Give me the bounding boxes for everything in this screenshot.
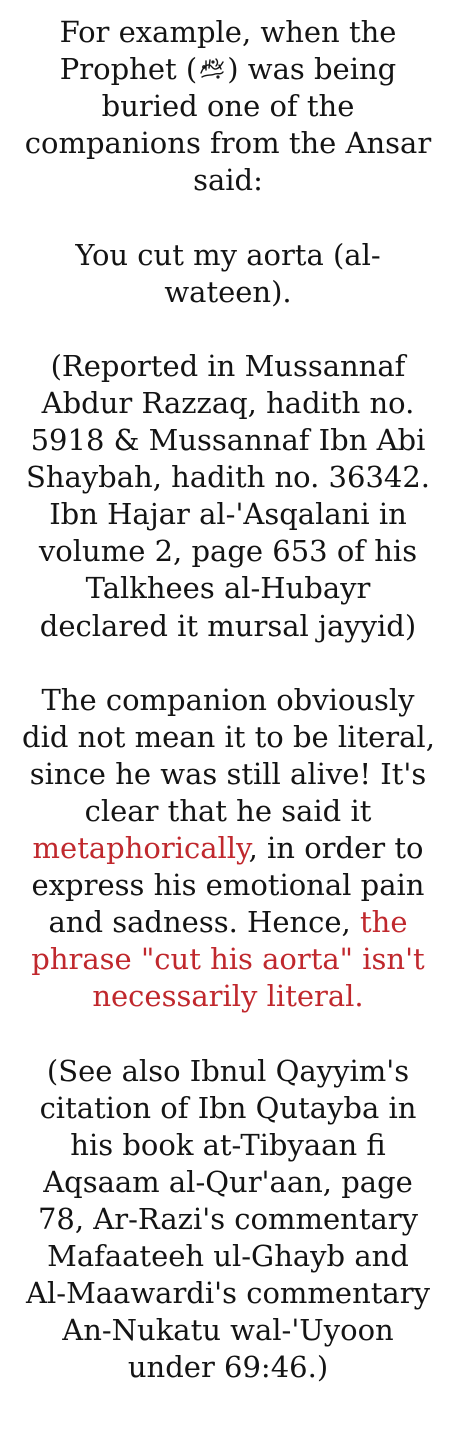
text-line: 5918 & Mussannaf Ibn Abi <box>30 423 426 458</box>
text-line: 78, Ar-Razi's commentary <box>37 1202 419 1236</box>
text-line: Abdur Razzaq, hadith no. <box>41 385 415 420</box>
highlighted-text: metaphorically <box>32 831 249 866</box>
text-line: Aqsaam al-Qur'aan, page <box>43 1164 413 1199</box>
highlighted-text: necessarily literal. <box>92 979 364 1014</box>
text-line: companions from the Ansar <box>24 126 432 161</box>
salawat-calligraphy-icon <box>197 53 227 83</box>
text-line: Shaybah, hadith no. 36342. <box>25 460 431 495</box>
text-line: since he was still alive! It's <box>29 756 427 791</box>
text-line: You cut my aorta (al- <box>75 237 381 272</box>
text-line: under 69:46.) <box>127 1350 329 1385</box>
text-line: Talkhees al-Hubayr <box>85 571 371 606</box>
text-fragment: and sadness. Hence, <box>48 905 360 940</box>
highlighted-text: phrase "cut his aorta" isn't <box>31 942 425 977</box>
text-line: declared it mursal jayyid) <box>39 608 417 643</box>
text-line <box>22 904 434 941</box>
text-line <box>22 830 434 867</box>
text-line: clear that he said it <box>84 793 372 828</box>
highlighted-text: the <box>360 905 408 940</box>
text-line: Mafaateeh ul-Ghayb and <box>47 1239 409 1274</box>
text-line: buried one of the <box>101 89 355 124</box>
text-line: For example, when the <box>59 15 397 49</box>
text-fragment: Prophet ( <box>59 52 198 87</box>
paragraph-quote <box>22 237 434 311</box>
text-line: The companion obviously <box>41 682 415 717</box>
text-line: express his emotional pain <box>31 868 425 903</box>
text-line: (Reported in Mussannaf <box>50 348 406 383</box>
text-line: citation of Ibn Qutayba in <box>39 1090 417 1125</box>
text-line: volume 2, page 653 of his <box>38 534 418 569</box>
text-line: An-Nukatu wal-'Uyoon <box>62 1313 394 1348</box>
text-fragment: , in order to <box>248 831 424 866</box>
paragraph-intro <box>22 14 434 199</box>
text-line: his book at-Tibyaan fi <box>70 1127 386 1162</box>
text-line: wateen). <box>164 274 292 309</box>
paragraph-reference <box>22 348 434 645</box>
text-line <box>22 51 434 88</box>
text-fragment: ) was being <box>227 52 397 87</box>
paragraph-see-also <box>22 1053 434 1387</box>
text-line: said: <box>193 163 263 198</box>
text-line: Al-Maawardi's commentary <box>26 1276 430 1311</box>
text-line: Ibn Hajar al-'Asqalani in <box>49 497 407 532</box>
text-line: did not mean it to be literal, <box>22 719 435 754</box>
text-line: (See also Ibnul Qayyim's <box>46 1053 410 1088</box>
paragraph-explanation <box>22 682 434 1016</box>
